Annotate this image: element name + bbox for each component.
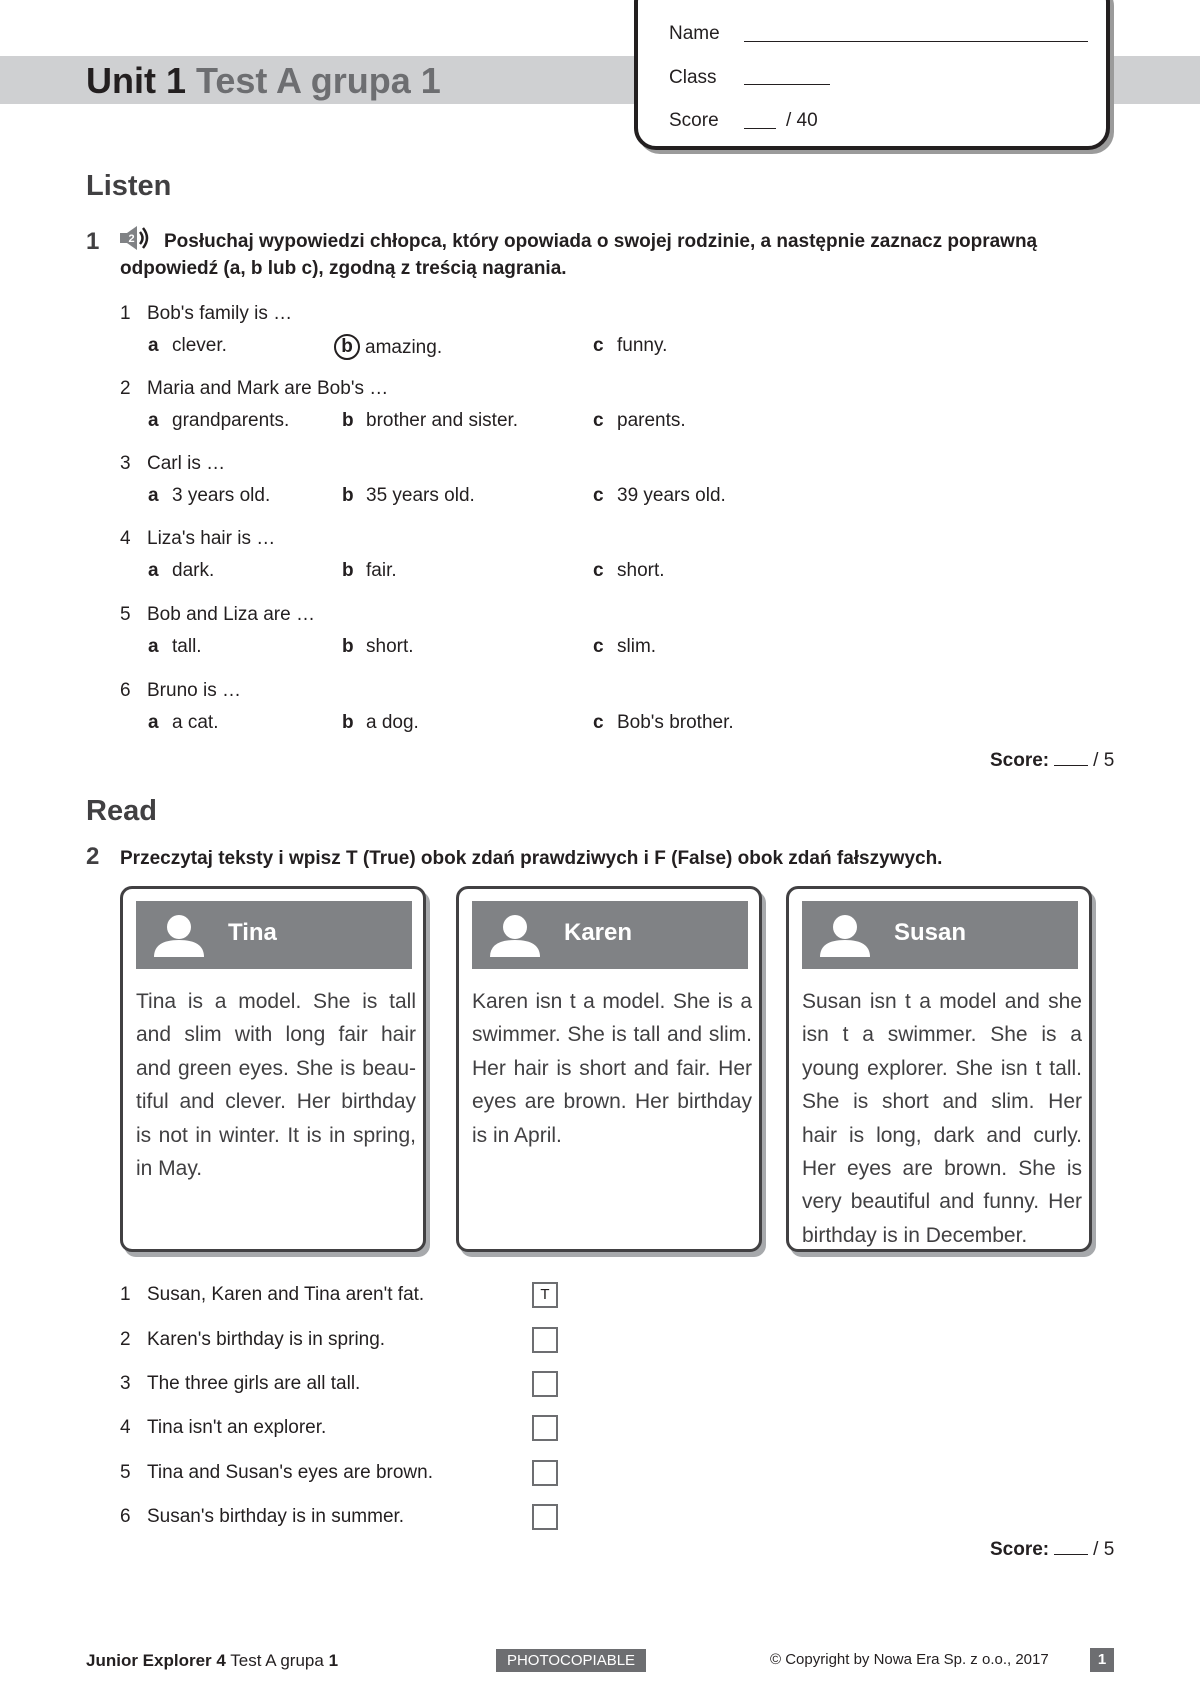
answer-box[interactable] <box>532 1415 558 1441</box>
profile-card-karen <box>456 886 762 1252</box>
footer-book-title: Junior Explorer 4 Test A grupa 1 <box>86 1651 339 1670</box>
exercise-1-number: 1 <box>86 228 100 255</box>
listen-heading: Listen <box>86 170 172 202</box>
person-icon <box>152 913 206 957</box>
card-header <box>136 901 412 969</box>
option-a[interactable]: a a cat. <box>148 712 219 733</box>
exercise-2-score: Score: / 5 <box>990 1539 1115 1560</box>
exercise-1-score: Score: / 5 <box>990 750 1115 771</box>
page-title <box>86 60 441 102</box>
option-c[interactable]: c funny. <box>593 335 668 356</box>
class-label: Class <box>669 67 717 88</box>
profile-card-tina <box>120 886 426 1252</box>
option-b[interactable]: b short. <box>342 636 414 657</box>
score-total: / 40 <box>786 110 818 131</box>
card-name: Susan <box>894 919 967 946</box>
option-c[interactable]: c Bob's brother. <box>593 712 734 733</box>
card-text: Tina is a model. She is tall and slim with long fair hair and green eyes. She is beau-tiful and clever. Her birthday is not in winter. It is in spring, in May. <box>136 990 416 1181</box>
option-b[interactable]: b 35 years old. <box>342 485 475 506</box>
option-a[interactable]: a grandparents. <box>148 410 290 431</box>
statement-text: 1 Susan, Karen and Tina aren't fat. <box>120 1284 425 1305</box>
person-icon <box>488 913 542 957</box>
statement-text: 5 Tina and Susan's eyes are brown. <box>120 1462 433 1483</box>
option-c[interactable]: c parents. <box>593 410 686 431</box>
answer-circle: b <box>334 334 360 360</box>
exercise-2-instruction: Przeczytaj teksty i wpisz T (True) obok zdań prawdziwych i F (False) obok zdań fałszywych. <box>120 848 943 869</box>
score-label: Score <box>669 110 719 131</box>
option-a[interactable]: a dark. <box>148 560 215 581</box>
card-header <box>802 901 1078 969</box>
option-b-circled[interactable]: b amazing. <box>334 335 442 361</box>
question-stem: 6 Bruno is … <box>120 680 241 701</box>
photocopiable-badge: PHOTOCOPIABLE <box>496 1649 646 1672</box>
unit-label: Unit 1 <box>86 60 187 101</box>
card-name: Tina <box>228 919 277 946</box>
option-b[interactable]: b brother and sister. <box>342 410 519 431</box>
statement-text: 3 The three girls are all tall. <box>120 1373 361 1394</box>
exercise-1-instruction: Posłuchaj wypowiedzi chłopca, który opowiada o swojej rodzinie, a następnie zaznacz poprawną odpowiedź (a, b lub c), zgodną z treścią nagrania. <box>120 231 1038 279</box>
statement-text: 6 Susan's birthday is in summer. <box>120 1506 405 1527</box>
option-a[interactable]: a clever. <box>148 335 227 356</box>
answer-box[interactable] <box>532 1460 558 1486</box>
page-number: 1 <box>1090 1648 1114 1672</box>
score-field[interactable] <box>744 128 776 129</box>
card-header <box>472 901 748 969</box>
score-blank[interactable] <box>1054 765 1088 766</box>
name-label: Name <box>669 23 720 44</box>
copyright-notice: © Copyright by Nowa Era Sp. z o.o., 2017 <box>770 1651 1049 1668</box>
answer-box[interactable] <box>532 1327 558 1353</box>
option-b[interactable]: b a dog. <box>342 712 419 733</box>
name-field[interactable] <box>744 41 1088 42</box>
card-text: Susan isn t a model and she isn t a swimmer. She is a young explorer. She isn t tall. She is short and slim. Her hair is long, dark and curly. Her eyes are brown. She is very beautiful and funny. Her birthday is in December. <box>802 990 1082 1247</box>
profile-card-susan <box>786 886 1092 1252</box>
option-c[interactable]: c 39 years old. <box>593 485 726 506</box>
question-stem: 4 Liza's hair is … <box>120 528 276 549</box>
card-name: Karen <box>564 919 633 946</box>
statement-text: 4 Tina isn't an explorer. <box>120 1417 327 1438</box>
exercise-2-number: 2 <box>86 843 100 870</box>
option-c[interactable]: c slim. <box>593 636 657 657</box>
question-stem: 3 Carl is … <box>120 453 226 474</box>
answer-box[interactable] <box>532 1371 558 1397</box>
option-a[interactable]: a 3 years old. <box>148 485 271 506</box>
question-stem: 1 Bob's family is … <box>120 303 293 324</box>
score-blank[interactable] <box>1054 1554 1088 1555</box>
class-field[interactable] <box>744 84 830 85</box>
option-b[interactable]: b fair. <box>342 560 397 581</box>
card-text: Karen isn t a model. She is a swimmer. She is tall and slim. Her hair is short and fair. Her eyes are brown. Her birthday is in April. <box>472 990 752 1147</box>
statement-text: 2 Karen's birthday is in spring. <box>120 1329 386 1350</box>
question-stem: 5 Bob and Liza are … <box>120 604 315 625</box>
option-a[interactable]: a tall. <box>148 636 202 657</box>
test-label: Test A grupa 1 <box>196 60 441 101</box>
person-icon <box>818 913 872 957</box>
option-c[interactable]: c short. <box>593 560 665 581</box>
read-heading: Read <box>86 795 157 827</box>
answer-box[interactable]: T <box>532 1282 558 1308</box>
question-stem: 2 Maria and Mark are Bob's … <box>120 378 389 399</box>
audio-track-number: 2 <box>128 233 135 245</box>
answer-box[interactable] <box>532 1504 558 1530</box>
